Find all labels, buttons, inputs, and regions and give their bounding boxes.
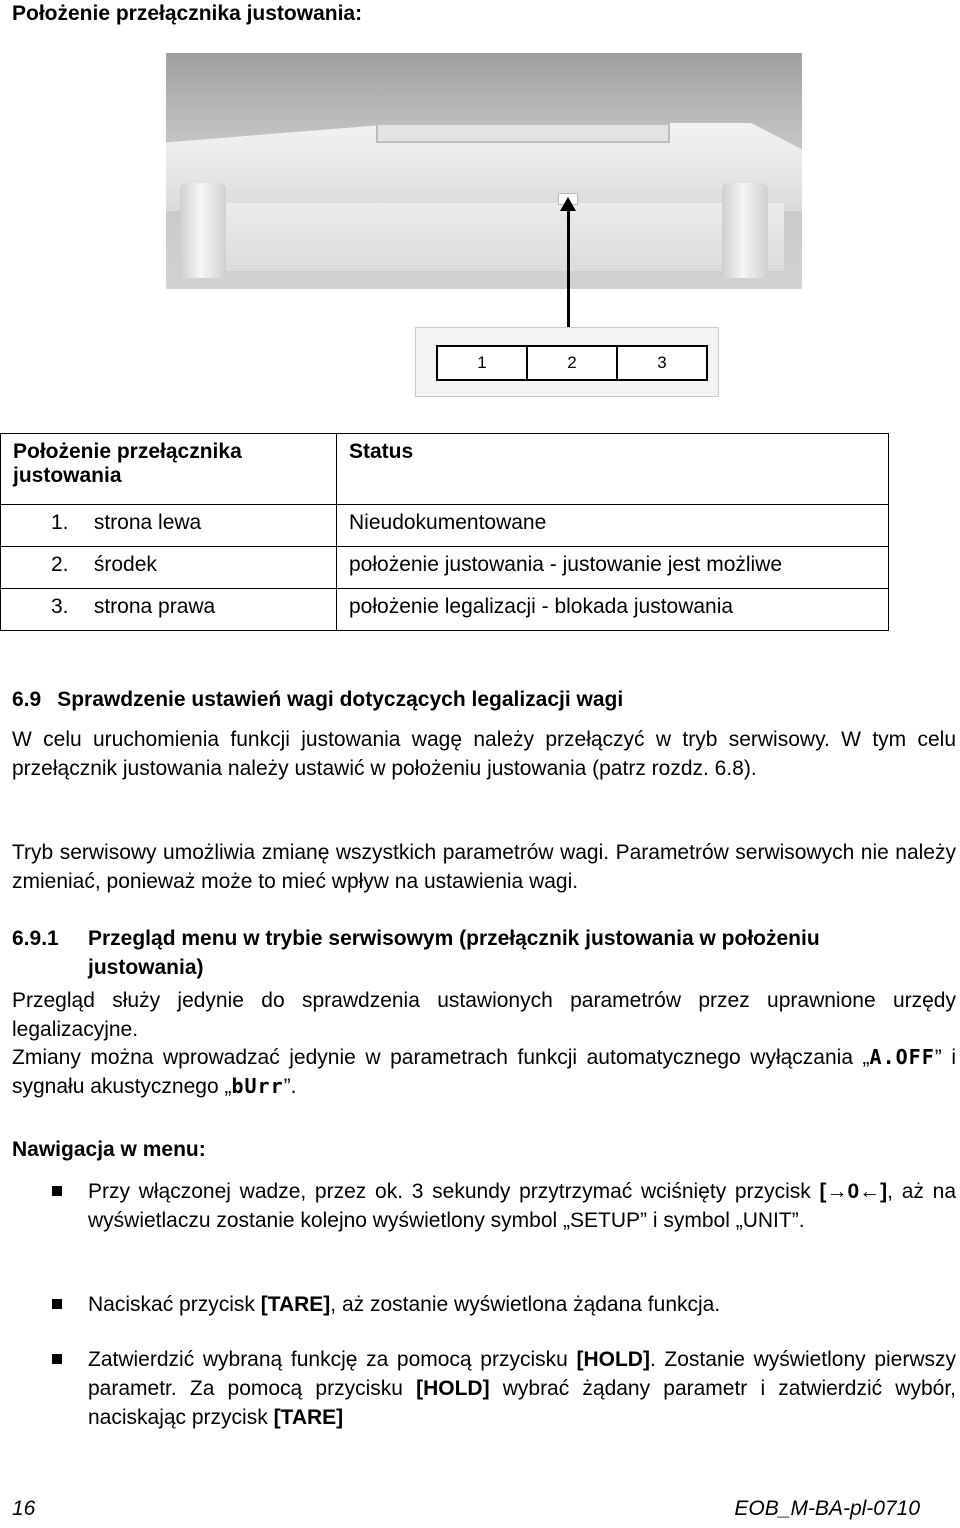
row-number: 2. [51,553,69,576]
bullet-icon [52,1299,62,1309]
scale-photo [166,53,802,289]
heading-number: 6.9 [12,688,42,711]
paragraph: W celu uruchomienia funkcji justowania wagę należy przełączyć w tryb serwisowy. W tym celu przełącznik justowania należy ustawić w położeniu justowania (patrz rozdz. 6.8). [12,728,956,780]
page-title: Położenie przełącznika justowania: [12,2,363,25]
table-header-row [1,434,889,505]
column-header-status: Status [337,434,889,505]
switch-position-1: 1 [436,345,528,381]
page-number: 16 [12,1497,36,1520]
row-status: położenie justowania - justowanie jest możliwe [337,547,889,589]
paragraph: Zmiany można wprowadzać jedynie w parametrach funkcji automatycznego wyłączania „A.OFF” i sygnału akustycznego „bUrr”. [12,1045,956,1098]
nav-heading: Nawigacja w menu: [12,1138,206,1161]
key-hold: [HOLD] [576,1348,650,1371]
heading-number: 6.9.1 [12,927,59,950]
bullet-icon [52,1354,62,1364]
key-tare: [TARE] [260,1293,331,1316]
row-position: strona lewa [93,511,202,534]
lcd-symbol-beep: bUrr [231,1074,284,1098]
key-hold: [HOLD] [416,1377,490,1400]
heading-text: Sprawdzenie ustawień wagi dotyczących legalizacji wagi [57,688,624,711]
row-status: położenie legalizacji - blokada justowania [337,589,889,631]
document-id: EOB_M-BA-pl-0710 [734,1497,920,1520]
section-heading-6-9-1 [12,924,956,982]
table-row [1,589,889,631]
key-zero: [→0←] [819,1180,888,1203]
column-header-position: Położenie przełącznika justowania [1,434,337,505]
lcd-symbol-aoff: A.OFF [869,1045,935,1069]
list-item: Przy włączonej wadze, przez ok. 3 sekundy przytrzymać wciśnięty przycisk [→0←], aż na wyświetlaczu zostanie kolejno wyświetlony symbol „SETUP” i symbol „UNIT”. [88,1180,956,1232]
row-position: środek [93,553,157,576]
scale-leg-right [722,183,768,278]
scale-front [184,203,784,271]
list-item: Naciskać przycisk [TARE], aż zostanie wyświetlona żądana funkcja. [88,1293,721,1316]
switch-position-3: 3 [616,345,708,381]
list-item: Zatwierdzić wybraną funkcję za pomocą przycisku [HOLD]. Zostanie wyświetlony pierwszy parametr. Za pomocą przycisku [HOLD] wybrać żądany parametr i zatwierdzić wybór, naciskając przycisk [TARE] [88,1348,957,1429]
section-heading-6-9 [12,688,623,712]
row-number: 1. [51,511,69,534]
heading-text: Przegląd menu w trybie serwisowym (przełącznik justowania w położeniu justowania) [88,927,820,979]
table-row [1,505,889,547]
row-number: 3. [51,595,69,618]
display-slot [376,123,670,143]
key-tare: [TARE] [273,1406,344,1429]
table-row [1,547,889,589]
scale-leg-left [180,183,226,278]
paragraph: Tryb serwisowy umożliwia zmianę wszystkich parametrów wagi. Parametrów serwisowych nie należy zmieniać, ponieważ może to mieć wpływ na ustawienia wagi. [12,841,956,893]
switch-position-2: 2 [526,345,618,381]
bullet-icon [52,1186,62,1196]
row-position: strona prawa [93,595,216,618]
arrow-line [567,206,570,330]
row-status: Nieudokumentowane [337,505,889,547]
paragraph: Przegląd służy jedynie do sprawdzenia ustawionych parametrów przez uprawnione urzędy legalizacyjne. [12,989,956,1041]
switch-status-table [0,433,889,631]
